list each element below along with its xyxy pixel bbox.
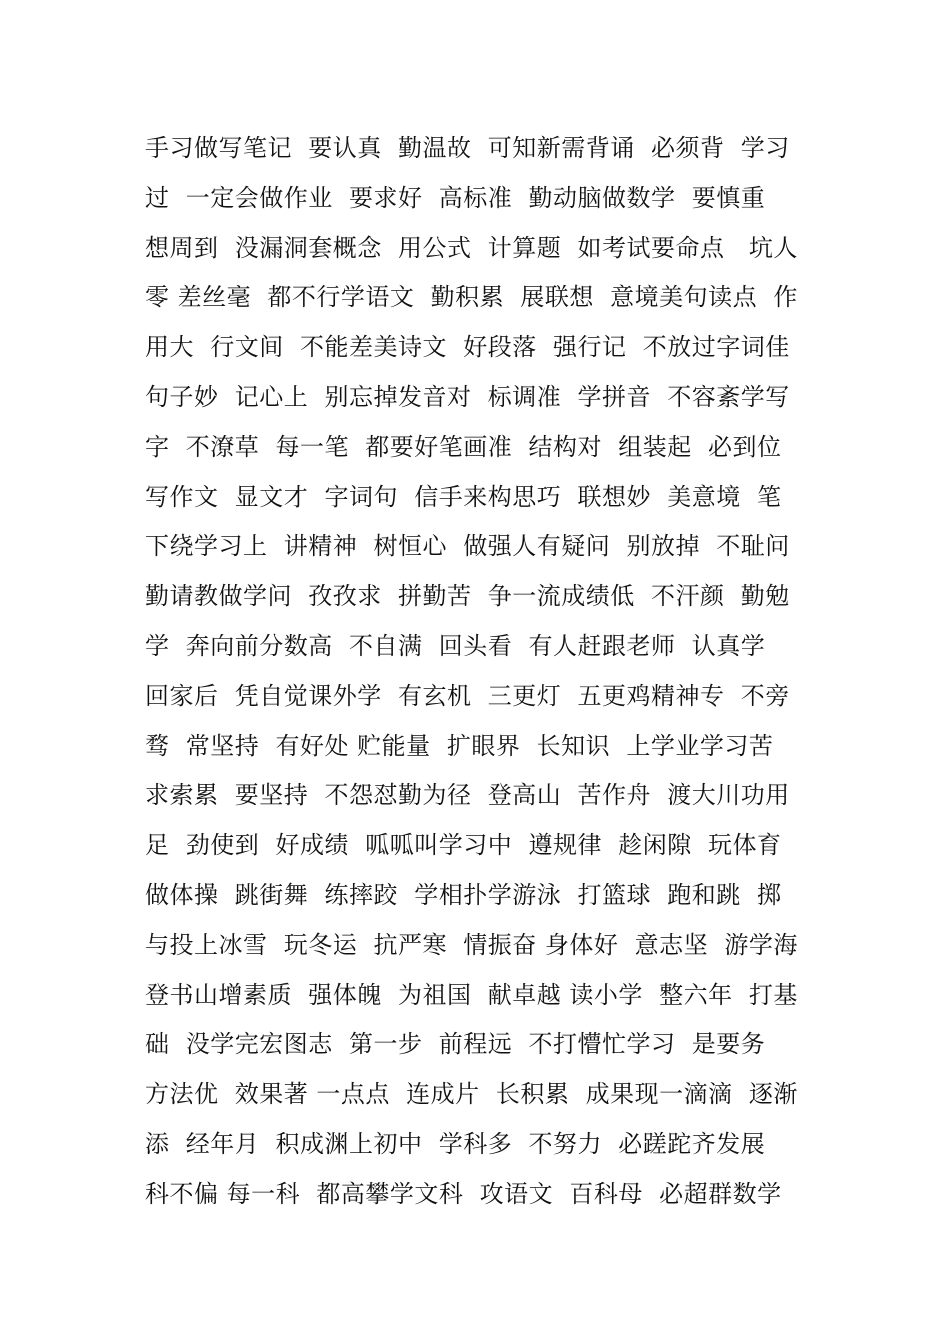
text-line: 骛 常坚持 有好处 贮能量 扩眼界 长知识 上学业学习苦: [145, 731, 774, 760]
text-line: 方法优 效果著 一点点 连成片 长积累 成果现一滴滴 逐渐: [145, 1080, 798, 1109]
text-line: 足 劲使到 好成绩 呱呱叫学习中 遵规律 趁闲隙 玩体育: [145, 831, 782, 860]
text-line: 勤请教做学问 孜孜求 拼勤苦 争一流成绩低 不汗颜 勤勉: [145, 582, 790, 611]
body-text: [145, 124, 825, 1220]
text-line: 础 没学完宏图志 第一步 前程远 不打懵忙学习 是要务: [145, 1030, 766, 1059]
text-line: 字 不潦草 每一笔 都要好笔画准 结构对 组装起 必到位: [145, 432, 782, 461]
text-line: 下绕学习上 讲精神 树恒心 做强人有疑问 别放掉 不耻问: [145, 532, 790, 561]
text-line: 与投上冰雪 玩冬运 抗严寒 情振奋 身体好 意志坚 游学海: [145, 930, 798, 959]
text-line: 句子妙 记心上 别忘掉发音对 标调准 学拼音 不容紊学写: [145, 382, 790, 411]
text-line: 手习做写笔记 要认真 勤温故 可知新需背诵 必须背 学习: [145, 134, 790, 162]
text-line: 添 经年月 积成渊上初中 学科多 不努力 必蹉跎齐发展: [145, 1129, 766, 1158]
text-line: 学 奔向前分数高 不自满 回头看 有人赶跟老师 认真学: [145, 631, 766, 660]
text-line: 求索累 要坚持 不怨怼勤为径 登高山 苦作舟 渡大川功用: [145, 781, 790, 810]
text-line: 用大 行文间 不能差美诗文 好段落 强行记 不放过字词佳: [145, 333, 790, 362]
text-line: 登书山增素质 强体魄 为祖国 献卓越 读小学 整六年 打基: [145, 980, 798, 1009]
text-line: 科不偏 每一科 都高攀学文科 攻语文 百科母 必超群数学: [145, 1179, 782, 1208]
text-line: 过 一定会做作业 要求好 高标准 勤动脑做数学 要慎重: [145, 183, 766, 212]
text-line: 写作文 显文才 字词句 信手来构思巧 联想妙 美意境 笔: [145, 482, 782, 511]
text-line: 做体操 跳街舞 练摔跤 学相扑学游泳 打篮球 跑和跳 掷: [145, 880, 782, 909]
text-line: 想周到 没漏洞套概念 用公式 计算题 如考试要命点 坑人: [145, 233, 798, 262]
text-line: 零 差丝毫 都不行学语文 勤积累 展联想 意境美句读点 作: [145, 283, 798, 312]
text-line: 回家后 凭自觉课外学 有玄机 三更灯 五更鸡精神专 不旁: [145, 681, 790, 710]
